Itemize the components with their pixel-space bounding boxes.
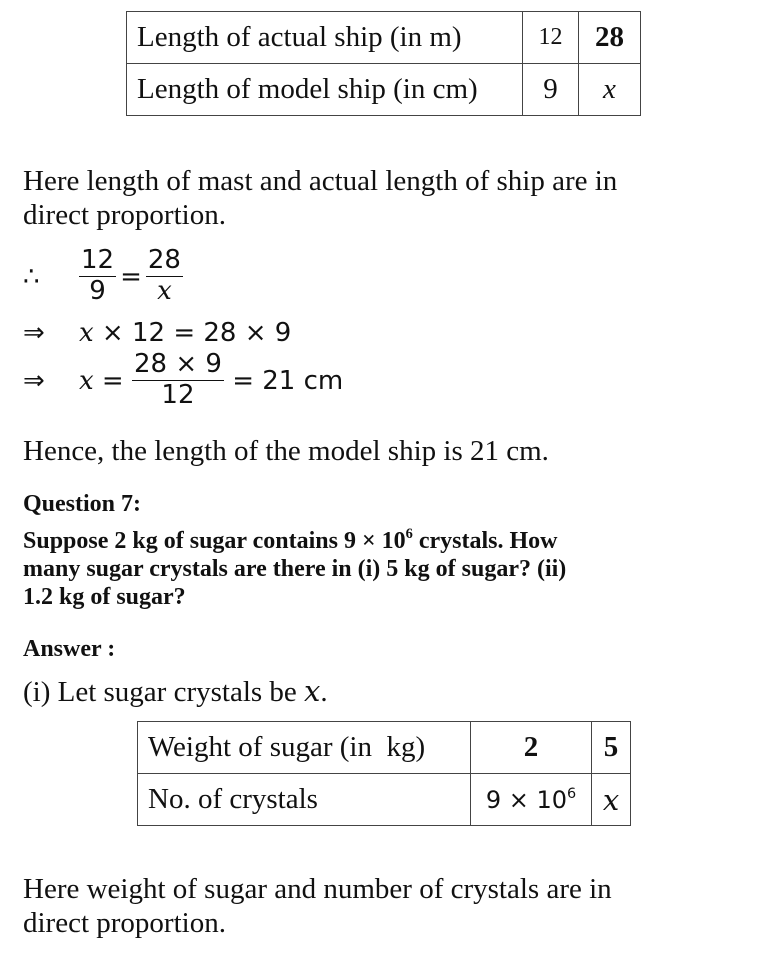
text-span: . [320,676,328,708]
text-span: (i) Let sugar crystals be [23,676,305,708]
answer-part-i [23,674,743,709]
denominator: x [157,276,172,307]
explanation-paragraph [23,872,743,940]
numerator: 28 × 9 [134,349,222,379]
text-span: 9 × 10 [485,785,568,814]
equals-sign: = [93,365,132,396]
variable: x [304,674,321,708]
equation-cross-multiply [23,318,291,348]
numerator: 12 [81,245,115,275]
fraction [79,246,116,307]
denominator: 9 [89,276,106,307]
explanation-paragraph [23,164,743,232]
implies-symbol: ⇒ [23,365,45,396]
therefore-symbol: ∴ [23,261,40,292]
implies-symbol: ⇒ [23,318,45,348]
cell-value [471,774,592,826]
variable: x [79,318,94,348]
numerator: 28 [147,245,181,275]
text-line: Here weight of sugar and number of crystals are in [23,873,612,905]
table-row [127,64,641,116]
row-label: No. of crystals [138,774,471,826]
cell-value: 9 [523,64,579,116]
row-label: Length of actual ship (in m) [127,12,523,64]
row-label: Weight of sugar (in kg) [138,722,471,774]
equation-proportion [23,246,183,307]
text-line: many sugar crystals are there in (i) 5 kg of sugar? (ii) [23,556,567,582]
expression: × 12 = 28 × 9 [93,318,292,348]
question-text [23,527,723,611]
row-label: Length of model ship (in cm) [127,64,523,116]
cell-value: 2 [471,722,592,774]
denominator: 12 [161,380,195,411]
text-line [23,527,723,555]
cell-value: 12 [523,12,579,64]
question-heading: Question 7: [23,491,142,517]
table-row [138,774,631,826]
cell-value: 28 [578,12,640,64]
table-row [127,12,641,64]
equation-solve [23,350,343,411]
text-span: Suppose 2 kg of sugar contains 9 × 10 [23,528,406,554]
equals-sign: = [120,261,142,292]
ship-length-table [126,11,641,116]
text-line: direct proportion. [23,199,226,231]
fraction [132,350,224,411]
text-span: crystals. How [412,528,558,554]
fraction [146,246,183,307]
text-line: 1.2 kg of sugar? [23,584,186,610]
text-line: direct proportion. [23,907,226,939]
text-line: Here length of mast and actual length of ship are in [23,165,618,197]
cell-value: x [592,774,631,826]
answer-heading: Answer : [23,636,116,662]
cell-value: 5 [592,722,631,774]
cell-value: x [578,64,640,116]
exponent: 6 [405,525,413,542]
sugar-crystals-table [137,721,631,826]
result: = 21 cm [223,365,344,396]
variable: x [79,365,94,396]
conclusion: Hence, the length of the model ship is 21 cm. [23,435,549,467]
exponent: 6 [567,785,577,802]
table-row [138,722,631,774]
